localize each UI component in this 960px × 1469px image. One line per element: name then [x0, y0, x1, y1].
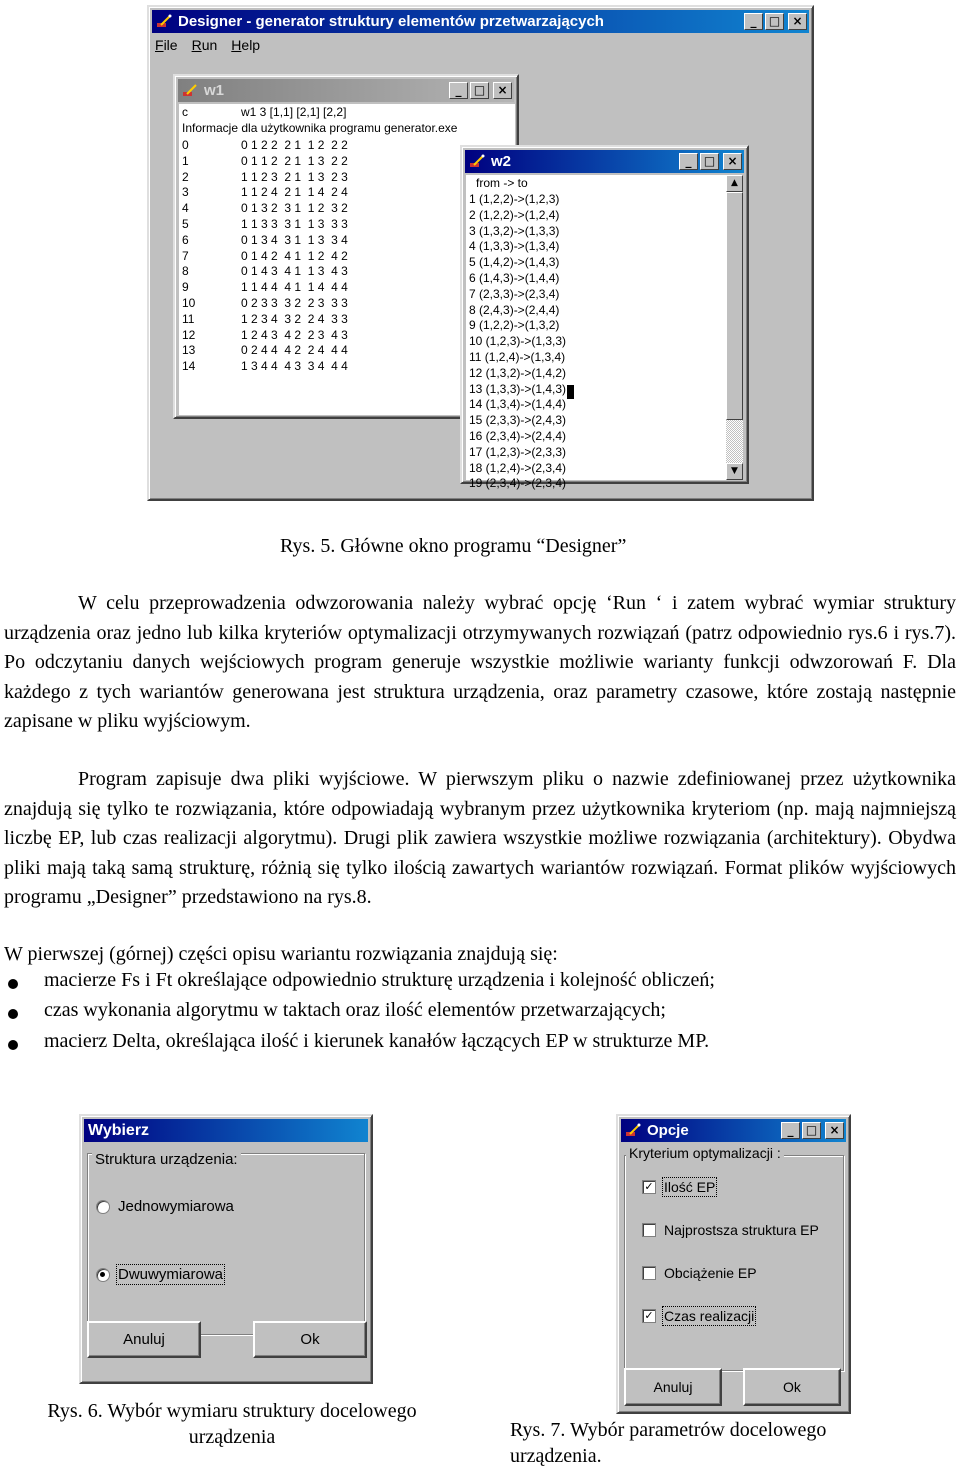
caption-rys6: Rys. 6. Wybór wymiaru struktury docelowego urządzenia [47, 1400, 417, 1448]
maximize-icon[interactable]: □ [802, 1122, 821, 1139]
option-dwuwymiarowa[interactable]: Dwuwymiarowa [96, 1266, 223, 1283]
w1-row-values: 0 1 1 2 2 1 1 3 2 2 [241, 153, 348, 168]
w1-row-c: 2 [182, 169, 189, 184]
bullet-3: macierz Delta, określająca ilość i kierunek kanałów łączących EP w strukturze MP. [4, 1030, 709, 1053]
w1-row-c: 3 [182, 185, 189, 200]
w1-row-c: 10 [182, 295, 196, 310]
option-jednowymiarowa[interactable]: Jednowymiarowa [96, 1198, 234, 1215]
w1-row-values: 1 1 2 3 2 1 1 3 2 3 [241, 169, 348, 184]
w2-row: 3 (1,3,2)->(1,3,3) [469, 223, 560, 238]
close-icon[interactable]: × [825, 1122, 844, 1139]
w2-title: w2 [491, 153, 512, 170]
w1-row-values: 1 1 3 3 3 1 1 3 3 3 [241, 216, 348, 231]
w1-row-values: 0 1 4 2 4 1 1 2 4 2 [241, 248, 348, 263]
w1-row-c: 9 [182, 280, 189, 295]
paragraph-2: Program zapisuje dwa pliki wyjściowe. W pierwszym pliku o nazwie zdefiniowanej przez użytkownika znajdują się tylko te rozwiązania, które odpowiadają wybranym przez użytkownika kryteriom (np. mają najmniejszą liczbę EP, lub czas realizacji algorytmu). Drugi plik zawiera wszystkie możliwe rozwiązania (architektury). Obydwa pliki mają taką samą strukturę, różnią się tylko ilością zawartych wariantów rozwiązań. Format plików wyjściowych programu „Designer” przedstawiono na rys.8. [4, 768, 956, 908]
opcje-titlebar[interactable] [621, 1119, 846, 1142]
w2-row: 7 (2,3,3)->(2,3,4) [469, 286, 560, 301]
w1-row-c: 5 [182, 216, 189, 231]
w1-info: Informacje dla użytkownika programu generator.exe [182, 121, 458, 135]
w2-row: 12 (1,3,2)->(1,4,2) [469, 365, 567, 380]
w2-text-area[interactable] [466, 175, 726, 491]
text-cursor [567, 385, 574, 399]
designer-window [147, 5, 814, 501]
w1-row-c: 7 [182, 248, 189, 263]
checkbox-icon[interactable] [642, 1266, 656, 1280]
paragraph-3: W pierwszej (górnej) części opisu wariantu rozwiązania znajdują się: [4, 943, 558, 965]
wybierz-group-label: Struktura urządzenia: [92, 1151, 241, 1168]
opcje-dialog [616, 1114, 851, 1414]
w1-title: w1 [204, 82, 225, 99]
minimize-icon[interactable]: _ [679, 153, 698, 170]
option-ilosc-ep[interactable]: ✓ Ilość EP [642, 1179, 715, 1195]
wybierz-dialog [79, 1114, 373, 1384]
w1-row-values: 0 1 4 3 4 1 1 3 4 3 [241, 264, 348, 279]
w1-row-values: 1 2 3 4 3 2 2 4 3 3 [241, 311, 348, 326]
w1-row-values: 0 2 4 4 4 2 2 4 4 4 [241, 343, 348, 358]
cancel-button[interactable]: Anuluj [624, 1368, 722, 1406]
designer-app-icon [156, 14, 172, 30]
w2-row: 13 (1,3,3)->(1,4,3) [469, 381, 567, 396]
minimize-icon[interactable]: _ [449, 82, 468, 99]
w2-row: 2 (1,2,2)->(1,2,4) [469, 207, 560, 222]
option-czas-realizacji[interactable]: ✓ Czas realizacji [642, 1308, 754, 1324]
w2-header: from -> to [476, 176, 528, 190]
maximize-icon[interactable]: □ [700, 153, 719, 170]
w1-row-c: 1 [182, 153, 189, 168]
w2-row: 14 (1,3,4)->(1,4,4) [469, 397, 567, 412]
w1-row-values: 0 1 3 4 3 1 1 3 3 4 [241, 232, 348, 247]
w1-row-c: 12 [182, 327, 196, 342]
opcje-group-label: Kryterium optymalizacji : [626, 1145, 784, 1161]
w2-row: 8 (2,4,3)->(2,4,4) [469, 302, 560, 317]
close-icon[interactable]: × [723, 153, 742, 170]
menu-file[interactable]: File [155, 37, 178, 53]
w2-row: 19 (2,3,4)->(2,3,4) [469, 476, 567, 491]
scroll-thumb[interactable] [726, 192, 743, 420]
close-icon[interactable]: × [788, 13, 807, 30]
w2-scrollbar[interactable] [726, 175, 743, 480]
maximize-icon[interactable]: □ [765, 13, 784, 30]
w2-window [460, 145, 749, 491]
w2-row: 16 (2,3,4)->(2,4,4) [469, 428, 567, 443]
bullet-1: macierze Fs i Ft określające odpowiednio strukturę urządzenia i kolejność obliczeń; [4, 969, 715, 992]
option-obciazenie-ep[interactable]: Obciążenie EP [642, 1265, 757, 1281]
w1-row-values: 1 2 4 3 4 2 2 3 4 3 [241, 327, 348, 342]
w2-row: 1 (1,2,2)->(1,2,3) [469, 192, 560, 206]
w2-titlebar[interactable] [465, 150, 744, 173]
w1-row-values: 1 1 2 4 2 1 1 4 2 4 [241, 185, 348, 200]
w1-row-values: 1 3 4 4 4 3 3 4 4 4 [241, 359, 348, 374]
w2-row: 9 (1,2,2)->(1,3,2) [469, 318, 560, 333]
bullet-icon [8, 1009, 18, 1019]
w2-row: 15 (2,3,3)->(2,4,3) [469, 413, 567, 428]
checkbox-icon[interactable] [642, 1223, 656, 1237]
bullet-icon [8, 979, 18, 989]
w1-titlebar[interactable] [178, 79, 514, 102]
designer-titlebar[interactable] [152, 10, 809, 33]
w2-row: 4 (1,3,3)->(1,3,4) [469, 239, 560, 254]
w1-row-c: 14 [182, 359, 196, 374]
cancel-button[interactable]: Anuluj [87, 1321, 201, 1358]
minimize-icon[interactable]: _ [781, 1122, 800, 1139]
w1-row-c: 11 [182, 311, 195, 326]
radio-selected-icon[interactable] [96, 1268, 110, 1282]
close-icon[interactable]: × [493, 82, 512, 99]
ok-button[interactable]: Ok [253, 1321, 367, 1358]
ok-button[interactable]: Ok [743, 1368, 841, 1406]
w1-row-values: 1 1 4 4 4 1 1 4 4 4 [241, 280, 348, 295]
minimize-icon[interactable]: _ [744, 13, 763, 30]
w2-row: 5 (1,4,2)->(1,4,3) [469, 255, 560, 270]
w2-app-icon [469, 154, 485, 170]
radio-icon[interactable] [96, 1200, 110, 1214]
bullet-icon [8, 1040, 18, 1050]
bullet-2: czas wykonania algorytmu w taktach oraz ilość elementów przetwarzających; [4, 999, 666, 1022]
menu-run[interactable]: Run [191, 37, 218, 53]
caption-rys5: Rys. 5. Główne okno programu “Designer” [280, 535, 627, 557]
scroll-down-icon[interactable]: ▼ [726, 463, 743, 480]
w1-header-c: c [182, 105, 188, 119]
w2-row: 18 (1,2,4)->(2,3,4) [469, 460, 567, 475]
menu-help[interactable]: Help [231, 37, 261, 53]
w1-row-values: 0 2 3 3 3 2 2 3 3 3 [241, 295, 348, 310]
scroll-up-icon[interactable]: ▲ [726, 175, 743, 192]
w1-row-c: 8 [182, 264, 189, 279]
caption-rys7: Rys. 7. Wybór parametrów docelowego urządzenia. [510, 1419, 827, 1467]
wybierz-group [87, 1153, 365, 1335]
designer-title: Designer - generator struktury elementów przetwarzających [178, 13, 604, 30]
w2-row: 10 (1,2,3)->(1,3,3) [469, 334, 567, 349]
w1-row-c: 4 [182, 201, 189, 216]
w2-rows [469, 192, 566, 492]
paragraph-1: W celu przeprowadzenia odwzorowania należy wybrać opcję ‘Run ‘ i zatem wybrać wymiar struktury urządzenia oraz jedno lub kilka kryteriów optymalizacji otrzymywanych rozwiązań (patrz odpowiednio rys.6 i rys.7). Po odczytaniu danych wejściowych program generuje wszystkie możliwie warianty funkcji odwzorowań F. Dla każdego z tych wariantów generowana jest struktura urządzenia, oraz parametry czasowe, które zostają następnie zapisane w pliku wyjściowym. [4, 592, 956, 732]
w1-row-c: 13 [182, 343, 196, 358]
w1-row-values: 0 1 3 2 3 1 1 2 3 2 [241, 201, 348, 216]
wybierz-title: Wybierz [88, 1121, 150, 1139]
w2-row: 6 (1,4,3)->(1,4,4) [469, 270, 560, 285]
w2-row: 17 (1,2,3)->(2,3,3) [469, 444, 567, 459]
checkbox-checked-icon[interactable]: ✓ [642, 1180, 656, 1194]
w2-row: 11 (1,2,4)->(1,3,4) [469, 349, 566, 364]
wybierz-titlebar[interactable] [84, 1119, 368, 1142]
w1-header-w: w1 3 [1,1] [2,1] [2,2] [241, 105, 347, 119]
menu-bar [155, 37, 260, 53]
w1-row-c: 0 [182, 138, 189, 152]
opcje-title: Opcje [647, 1122, 689, 1139]
w1-row-values: 0 1 2 2 2 1 1 2 2 2 [241, 138, 348, 152]
w1-row-c: 6 [182, 232, 189, 247]
checkbox-checked-icon[interactable]: ✓ [642, 1309, 656, 1323]
w1-app-icon [182, 83, 198, 99]
option-najprostsza-struktura[interactable]: Najprostsza struktura EP [642, 1222, 819, 1238]
maximize-icon[interactable]: □ [470, 82, 489, 99]
opcje-app-icon [625, 1123, 641, 1139]
